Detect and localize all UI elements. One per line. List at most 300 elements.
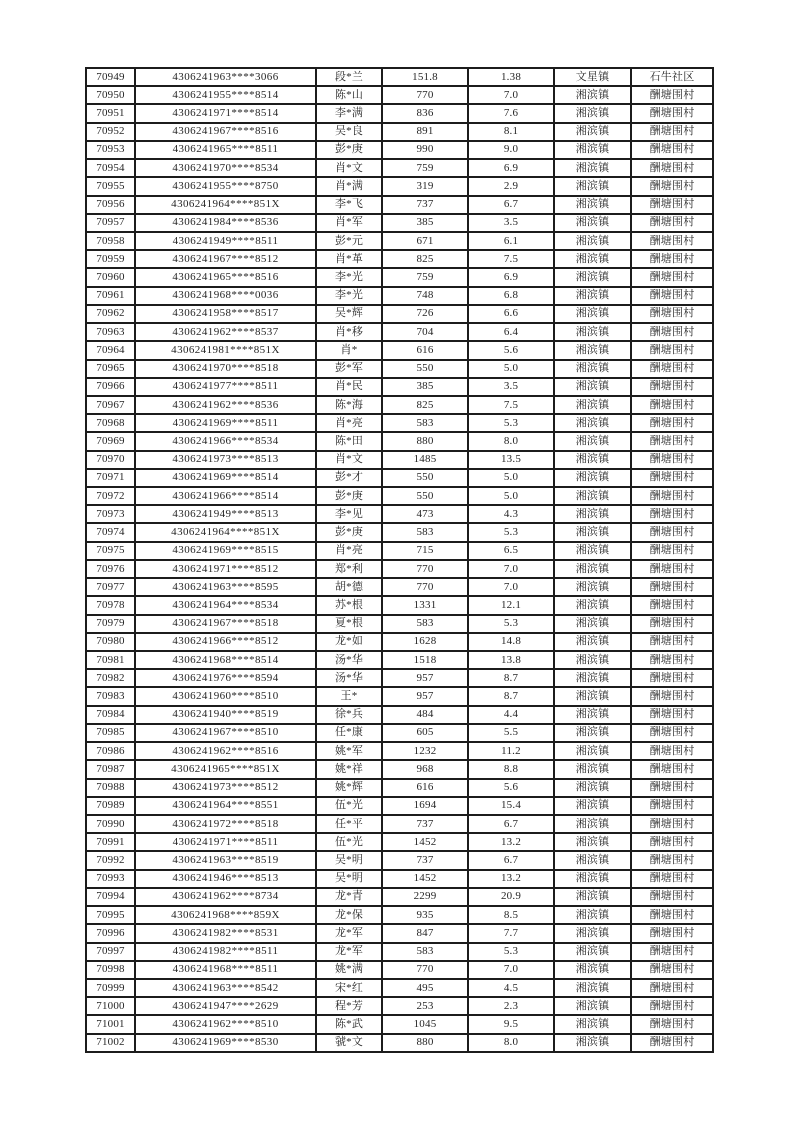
table-cell-amount2: 9.5 — [468, 1015, 554, 1033]
table-cell-village: 酬塘围村 — [631, 104, 713, 122]
table-cell-town: 湘滨镇 — [554, 123, 631, 141]
table-cell-town: 湘滨镇 — [554, 706, 631, 724]
table-cell-village: 酬塘围村 — [631, 123, 713, 141]
table-cell-amount2: 5.3 — [468, 523, 554, 541]
table-cell-village: 酬塘围村 — [631, 469, 713, 487]
table-row — [86, 1015, 713, 1033]
table-row — [86, 760, 713, 778]
table-row — [86, 141, 713, 159]
table-row — [86, 232, 713, 250]
table-cell-name: 伍*光 — [316, 797, 382, 815]
table-cell-amount2: 6.1 — [468, 232, 554, 250]
table-cell-village: 酬塘围村 — [631, 287, 713, 305]
table-cell-amount: 880 — [382, 1034, 468, 1052]
table-cell-id_number: 4306241940****8519 — [135, 706, 316, 724]
table-cell-id_number: 4306241976****8594 — [135, 669, 316, 687]
table-cell-town: 湘滨镇 — [554, 232, 631, 250]
table-cell-name: 程*芳 — [316, 997, 382, 1015]
table-cell-amount2: 6.6 — [468, 305, 554, 323]
table-cell-name: 龙*青 — [316, 888, 382, 906]
table-cell-name: 李*光 — [316, 287, 382, 305]
table-cell-village: 酬塘围村 — [631, 615, 713, 633]
table-row — [86, 378, 713, 396]
table-cell-id_number: 4306241962****8510 — [135, 1015, 316, 1033]
table-cell-id_number: 4306241949****8511 — [135, 232, 316, 250]
table-cell-village: 酬塘围村 — [631, 979, 713, 997]
table-cell-serial_no: 70959 — [86, 250, 135, 268]
table-row — [86, 341, 713, 359]
table-cell-amount2: 7.7 — [468, 924, 554, 942]
table-cell-serial_no: 71001 — [86, 1015, 135, 1033]
table-cell-amount: 737 — [382, 851, 468, 869]
table-cell-amount2: 4.4 — [468, 706, 554, 724]
table-cell-town: 湘滨镇 — [554, 250, 631, 268]
table-cell-town: 湘滨镇 — [554, 906, 631, 924]
table-row — [86, 596, 713, 614]
table-cell-amount2: 8.8 — [468, 760, 554, 778]
table-cell-name: 龙*保 — [316, 906, 382, 924]
table-cell-amount2: 8.0 — [468, 432, 554, 450]
table-cell-id_number: 4306241968****859X — [135, 906, 316, 924]
table-cell-amount2: 5.6 — [468, 341, 554, 359]
table-cell-amount2: 5.0 — [468, 487, 554, 505]
table-cell-serial_no: 70971 — [86, 469, 135, 487]
table-cell-amount: 737 — [382, 196, 468, 214]
table-cell-village: 酬塘围村 — [631, 341, 713, 359]
table-cell-amount: 385 — [382, 378, 468, 396]
table-cell-amount: 770 — [382, 961, 468, 979]
table-cell-amount: 770 — [382, 86, 468, 104]
table-cell-serial_no: 70973 — [86, 505, 135, 523]
table-cell-name: 姚*祥 — [316, 760, 382, 778]
table-row — [86, 797, 713, 815]
table-cell-amount: 583 — [382, 414, 468, 432]
table-cell-amount: 616 — [382, 341, 468, 359]
table-cell-town: 湘滨镇 — [554, 287, 631, 305]
table-cell-id_number: 4306241973****8512 — [135, 779, 316, 797]
table-cell-amount2: 20.9 — [468, 888, 554, 906]
table-cell-serial_no: 70964 — [86, 341, 135, 359]
table-cell-amount2: 7.0 — [468, 961, 554, 979]
table-cell-serial_no: 70998 — [86, 961, 135, 979]
table-cell-serial_no: 70952 — [86, 123, 135, 141]
table-cell-id_number: 4306241949****8513 — [135, 505, 316, 523]
table-cell-amount2: 13.2 — [468, 833, 554, 851]
table-cell-town: 湘滨镇 — [554, 651, 631, 669]
table-cell-amount2: 4.5 — [468, 979, 554, 997]
table-cell-town: 湘滨镇 — [554, 104, 631, 122]
table-cell-amount: 550 — [382, 360, 468, 378]
table-cell-id_number: 4306241962****8537 — [135, 323, 316, 341]
table-cell-id_number: 4306241962****8734 — [135, 888, 316, 906]
table-cell-amount2: 9.0 — [468, 141, 554, 159]
table-cell-village: 酬塘围村 — [631, 797, 713, 815]
table-cell-amount2: 5.3 — [468, 615, 554, 633]
table-cell-serial_no: 70999 — [86, 979, 135, 997]
table-cell-village: 酬塘围村 — [631, 505, 713, 523]
table-cell-amount: 715 — [382, 542, 468, 560]
table-cell-amount2: 11.2 — [468, 742, 554, 760]
table-cell-amount: 748 — [382, 287, 468, 305]
table-cell-amount2: 5.0 — [468, 360, 554, 378]
table-cell-id_number: 4306241965****8511 — [135, 141, 316, 159]
table-cell-serial_no: 70969 — [86, 432, 135, 450]
table-cell-village: 酬塘围村 — [631, 906, 713, 924]
table-cell-village: 酬塘围村 — [631, 323, 713, 341]
table-row — [86, 505, 713, 523]
table-cell-town: 湘滨镇 — [554, 487, 631, 505]
table-cell-town: 湘滨镇 — [554, 1034, 631, 1052]
table-cell-name: 姚*满 — [316, 961, 382, 979]
table-cell-town: 湘滨镇 — [554, 760, 631, 778]
table-row — [86, 104, 713, 122]
table-cell-amount: 495 — [382, 979, 468, 997]
table-cell-serial_no: 70950 — [86, 86, 135, 104]
table-cell-name: 李*满 — [316, 104, 382, 122]
table-cell-name: 彭*庚 — [316, 141, 382, 159]
table-cell-serial_no: 70966 — [86, 378, 135, 396]
table-cell-id_number: 4306241963****8519 — [135, 851, 316, 869]
table-cell-serial_no: 70957 — [86, 214, 135, 232]
table-cell-town: 湘滨镇 — [554, 615, 631, 633]
table-cell-amount: 704 — [382, 323, 468, 341]
table-cell-amount: 1518 — [382, 651, 468, 669]
table-cell-id_number: 4306241962****8536 — [135, 396, 316, 414]
table-cell-village: 酬塘围村 — [631, 888, 713, 906]
table-cell-amount: 1485 — [382, 451, 468, 469]
table-cell-id_number: 4306241964****851X — [135, 196, 316, 214]
table-cell-village: 酬塘围村 — [631, 851, 713, 869]
table-cell-serial_no: 70989 — [86, 797, 135, 815]
table-cell-amount: 726 — [382, 305, 468, 323]
table-cell-amount: 583 — [382, 615, 468, 633]
table-cell-amount: 550 — [382, 469, 468, 487]
table-cell-id_number: 4306241967****8510 — [135, 724, 316, 742]
table-cell-id_number: 4306241967****8516 — [135, 123, 316, 141]
table-cell-name: 李*光 — [316, 268, 382, 286]
table-cell-amount2: 15.4 — [468, 797, 554, 815]
table-row — [86, 196, 713, 214]
table-cell-id_number: 4306241968****8511 — [135, 961, 316, 979]
table-cell-amount: 1452 — [382, 870, 468, 888]
table-cell-name: 姚*辉 — [316, 779, 382, 797]
table-cell-town: 湘滨镇 — [554, 797, 631, 815]
table-row — [86, 86, 713, 104]
table-cell-name: 宋*红 — [316, 979, 382, 997]
table-cell-town: 湘滨镇 — [554, 469, 631, 487]
table-cell-serial_no: 70953 — [86, 141, 135, 159]
table-cell-serial_no: 70995 — [86, 906, 135, 924]
table-cell-serial_no: 71000 — [86, 997, 135, 1015]
table-cell-town: 湘滨镇 — [554, 542, 631, 560]
table-cell-village: 酬塘围村 — [631, 523, 713, 541]
table-cell-serial_no: 70949 — [86, 68, 135, 86]
table-cell-village: 酬塘围村 — [631, 177, 713, 195]
table-cell-amount: 825 — [382, 396, 468, 414]
table-cell-id_number: 4306241977****8511 — [135, 378, 316, 396]
table-cell-name: 李*见 — [316, 505, 382, 523]
table-cell-town: 湘滨镇 — [554, 851, 631, 869]
records-table-body — [86, 68, 713, 1052]
table-cell-town: 湘滨镇 — [554, 432, 631, 450]
table-cell-serial_no: 70962 — [86, 305, 135, 323]
table-cell-name: 陈*山 — [316, 86, 382, 104]
table-cell-id_number: 4306241960****8510 — [135, 687, 316, 705]
table-cell-town: 湘滨镇 — [554, 414, 631, 432]
table-cell-name: 陈*海 — [316, 396, 382, 414]
table-cell-name: 肖*文 — [316, 451, 382, 469]
table-cell-amount: 616 — [382, 779, 468, 797]
table-cell-id_number: 4306241963****3066 — [135, 68, 316, 86]
table-cell-id_number: 4306241968****8514 — [135, 651, 316, 669]
table-cell-amount2: 6.8 — [468, 287, 554, 305]
table-cell-serial_no: 70972 — [86, 487, 135, 505]
table-cell-name: 龙*如 — [316, 633, 382, 651]
table-cell-serial_no: 70984 — [86, 706, 135, 724]
table-cell-serial_no: 70958 — [86, 232, 135, 250]
table-cell-amount: 1694 — [382, 797, 468, 815]
table-cell-serial_no: 70990 — [86, 815, 135, 833]
table-row — [86, 432, 713, 450]
table-cell-name: 肖*亮 — [316, 542, 382, 560]
table-cell-village: 酬塘围村 — [631, 1015, 713, 1033]
table-cell-town: 湘滨镇 — [554, 870, 631, 888]
table-cell-village: 酬塘围村 — [631, 214, 713, 232]
table-cell-amount2: 3.5 — [468, 214, 554, 232]
table-row — [86, 1034, 713, 1052]
table-cell-id_number: 4306241955****8514 — [135, 86, 316, 104]
table-cell-town: 湘滨镇 — [554, 961, 631, 979]
table-cell-name: 陈*田 — [316, 432, 382, 450]
table-cell-town: 湘滨镇 — [554, 360, 631, 378]
table-cell-amount: 550 — [382, 487, 468, 505]
table-cell-name: 彭*才 — [316, 469, 382, 487]
table-cell-amount: 1045 — [382, 1015, 468, 1033]
table-cell-amount2: 5.3 — [468, 943, 554, 961]
table-row — [86, 250, 713, 268]
table-cell-amount: 385 — [382, 214, 468, 232]
table-cell-name: 徐*兵 — [316, 706, 382, 724]
table-cell-id_number: 4306241966****8534 — [135, 432, 316, 450]
table-cell-village: 酬塘围村 — [631, 633, 713, 651]
table-cell-name: 段*兰 — [316, 68, 382, 86]
table-cell-name: 胡*德 — [316, 578, 382, 596]
table-cell-name: 肖*军 — [316, 214, 382, 232]
table-cell-town: 湘滨镇 — [554, 214, 631, 232]
table-cell-id_number: 4306241971****8514 — [135, 104, 316, 122]
table-row — [86, 961, 713, 979]
table-cell-name: 龙*军 — [316, 943, 382, 961]
table-cell-village: 酬塘围村 — [631, 943, 713, 961]
table-cell-town: 湘滨镇 — [554, 724, 631, 742]
table-cell-village: 酬塘围村 — [631, 86, 713, 104]
table-cell-id_number: 4306241966****8514 — [135, 487, 316, 505]
table-cell-serial_no: 70997 — [86, 943, 135, 961]
table-cell-town: 湘滨镇 — [554, 86, 631, 104]
table-cell-village: 酬塘围村 — [631, 560, 713, 578]
table-row — [86, 742, 713, 760]
table-cell-serial_no: 70963 — [86, 323, 135, 341]
table-cell-village: 酬塘围村 — [631, 141, 713, 159]
table-cell-serial_no: 70970 — [86, 451, 135, 469]
table-cell-town: 湘滨镇 — [554, 997, 631, 1015]
table-cell-name: 郑*利 — [316, 560, 382, 578]
table-row — [86, 687, 713, 705]
table-cell-amount2: 5.3 — [468, 414, 554, 432]
table-cell-id_number: 4306241981****851X — [135, 341, 316, 359]
table-cell-village: 酬塘围村 — [631, 578, 713, 596]
table-cell-name: 肖*革 — [316, 250, 382, 268]
table-cell-village: 酬塘围村 — [631, 159, 713, 177]
table-cell-village: 酬塘围村 — [631, 997, 713, 1015]
table-cell-amount2: 8.7 — [468, 669, 554, 687]
table-cell-id_number: 4306241973****8513 — [135, 451, 316, 469]
table-cell-village: 酬塘围村 — [631, 669, 713, 687]
table-cell-id_number: 4306241963****8542 — [135, 979, 316, 997]
table-cell-amount2: 12.1 — [468, 596, 554, 614]
table-cell-village: 酬塘围村 — [631, 268, 713, 286]
table-row — [86, 323, 713, 341]
table-row — [86, 669, 713, 687]
table-row — [86, 833, 713, 851]
table-cell-amount: 759 — [382, 268, 468, 286]
table-cell-name: 吴*良 — [316, 123, 382, 141]
table-cell-amount: 847 — [382, 924, 468, 942]
table-row — [86, 414, 713, 432]
table-cell-amount: 957 — [382, 669, 468, 687]
table-cell-serial_no: 70975 — [86, 542, 135, 560]
table-row — [86, 870, 713, 888]
table-cell-amount2: 6.4 — [468, 323, 554, 341]
table-cell-town: 湘滨镇 — [554, 888, 631, 906]
table-row — [86, 943, 713, 961]
table-cell-village: 酬塘围村 — [631, 250, 713, 268]
table-cell-amount: 253 — [382, 997, 468, 1015]
table-cell-id_number: 4306241964****8534 — [135, 596, 316, 614]
table-cell-id_number: 4306241969****8515 — [135, 542, 316, 560]
table-cell-amount: 770 — [382, 578, 468, 596]
table-cell-village: 酬塘围村 — [631, 232, 713, 250]
table-row — [86, 888, 713, 906]
table-cell-name: 肖*移 — [316, 323, 382, 341]
table-cell-amount: 2299 — [382, 888, 468, 906]
table-cell-amount2: 8.1 — [468, 123, 554, 141]
table-row — [86, 214, 713, 232]
table-cell-id_number: 4306241955****8750 — [135, 177, 316, 195]
table-cell-village: 酬塘围村 — [631, 1034, 713, 1052]
table-cell-serial_no: 70996 — [86, 924, 135, 942]
records-table — [85, 67, 714, 1053]
table-cell-serial_no: 70980 — [86, 633, 135, 651]
table-cell-id_number: 4306241966****8512 — [135, 633, 316, 651]
table-cell-name: 汤*华 — [316, 669, 382, 687]
table-cell-amount: 319 — [382, 177, 468, 195]
table-cell-village: 酬塘围村 — [631, 196, 713, 214]
table-cell-name: 肖* — [316, 341, 382, 359]
table-cell-amount2: 13.2 — [468, 870, 554, 888]
table-cell-town: 湘滨镇 — [554, 560, 631, 578]
table-cell-village: 酬塘围村 — [631, 742, 713, 760]
table-cell-name: 肖*民 — [316, 378, 382, 396]
table-cell-serial_no: 70968 — [86, 414, 135, 432]
table-cell-name: 吴*明 — [316, 870, 382, 888]
table-cell-amount: 836 — [382, 104, 468, 122]
table-cell-id_number: 4306241969****8530 — [135, 1034, 316, 1052]
table-cell-id_number: 4306241965****8516 — [135, 268, 316, 286]
table-cell-id_number: 4306241984****8536 — [135, 214, 316, 232]
table-row — [86, 68, 713, 86]
table-cell-amount: 990 — [382, 141, 468, 159]
table-cell-village: 酬塘围村 — [631, 487, 713, 505]
table-cell-name: 肖*亮 — [316, 414, 382, 432]
table-cell-name: 彭*庚 — [316, 523, 382, 541]
table-cell-town: 湘滨镇 — [554, 833, 631, 851]
table-cell-amount: 968 — [382, 760, 468, 778]
table-cell-id_number: 4306241970****8518 — [135, 360, 316, 378]
table-cell-name: 吴*辉 — [316, 305, 382, 323]
table-cell-village: 酬塘围村 — [631, 360, 713, 378]
table-cell-amount: 1452 — [382, 833, 468, 851]
table-cell-town: 湘滨镇 — [554, 268, 631, 286]
table-cell-village: 酬塘围村 — [631, 414, 713, 432]
table-cell-name: 夏*根 — [316, 615, 382, 633]
table-cell-amount2: 8.5 — [468, 906, 554, 924]
table-cell-name: 肖*文 — [316, 159, 382, 177]
table-cell-id_number: 4306241968****0036 — [135, 287, 316, 305]
table-cell-id_number: 4306241969****8514 — [135, 469, 316, 487]
table-cell-village: 酬塘围村 — [631, 870, 713, 888]
table-cell-amount2: 2.3 — [468, 997, 554, 1015]
table-cell-serial_no: 70960 — [86, 268, 135, 286]
table-row — [86, 123, 713, 141]
table-cell-amount: 484 — [382, 706, 468, 724]
table-row — [86, 706, 713, 724]
table-cell-id_number: 4306241982****8531 — [135, 924, 316, 942]
table-cell-amount2: 13.5 — [468, 451, 554, 469]
table-cell-town: 湘滨镇 — [554, 451, 631, 469]
table-cell-amount2: 6.7 — [468, 815, 554, 833]
table-cell-amount2: 7.0 — [468, 86, 554, 104]
table-cell-town: 湘滨镇 — [554, 779, 631, 797]
table-cell-amount2: 2.9 — [468, 177, 554, 195]
table-cell-id_number: 4306241962****8516 — [135, 742, 316, 760]
table-cell-village: 酬塘围村 — [631, 924, 713, 942]
table-cell-amount2: 6.7 — [468, 196, 554, 214]
table-cell-id_number: 4306241964****8551 — [135, 797, 316, 815]
table-cell-village: 酬塘围村 — [631, 542, 713, 560]
table-cell-serial_no: 70981 — [86, 651, 135, 669]
table-cell-serial_no: 70956 — [86, 196, 135, 214]
table-cell-town: 湘滨镇 — [554, 943, 631, 961]
table-cell-amount2: 14.8 — [468, 633, 554, 651]
table-row — [86, 997, 713, 1015]
table-cell-name: 陈*武 — [316, 1015, 382, 1033]
table-cell-town: 湘滨镇 — [554, 341, 631, 359]
table-cell-village: 石牛社区 — [631, 68, 713, 86]
table-cell-amount: 605 — [382, 724, 468, 742]
table-cell-serial_no: 70993 — [86, 870, 135, 888]
table-cell-serial_no: 70983 — [86, 687, 135, 705]
table-row — [86, 396, 713, 414]
table-cell-town: 湘滨镇 — [554, 924, 631, 942]
table-row — [86, 906, 713, 924]
table-cell-amount: 891 — [382, 123, 468, 141]
table-cell-village: 酬塘围村 — [631, 687, 713, 705]
table-cell-serial_no: 70992 — [86, 851, 135, 869]
table-cell-serial_no: 70988 — [86, 779, 135, 797]
table-cell-town: 湘滨镇 — [554, 196, 631, 214]
table-row — [86, 924, 713, 942]
